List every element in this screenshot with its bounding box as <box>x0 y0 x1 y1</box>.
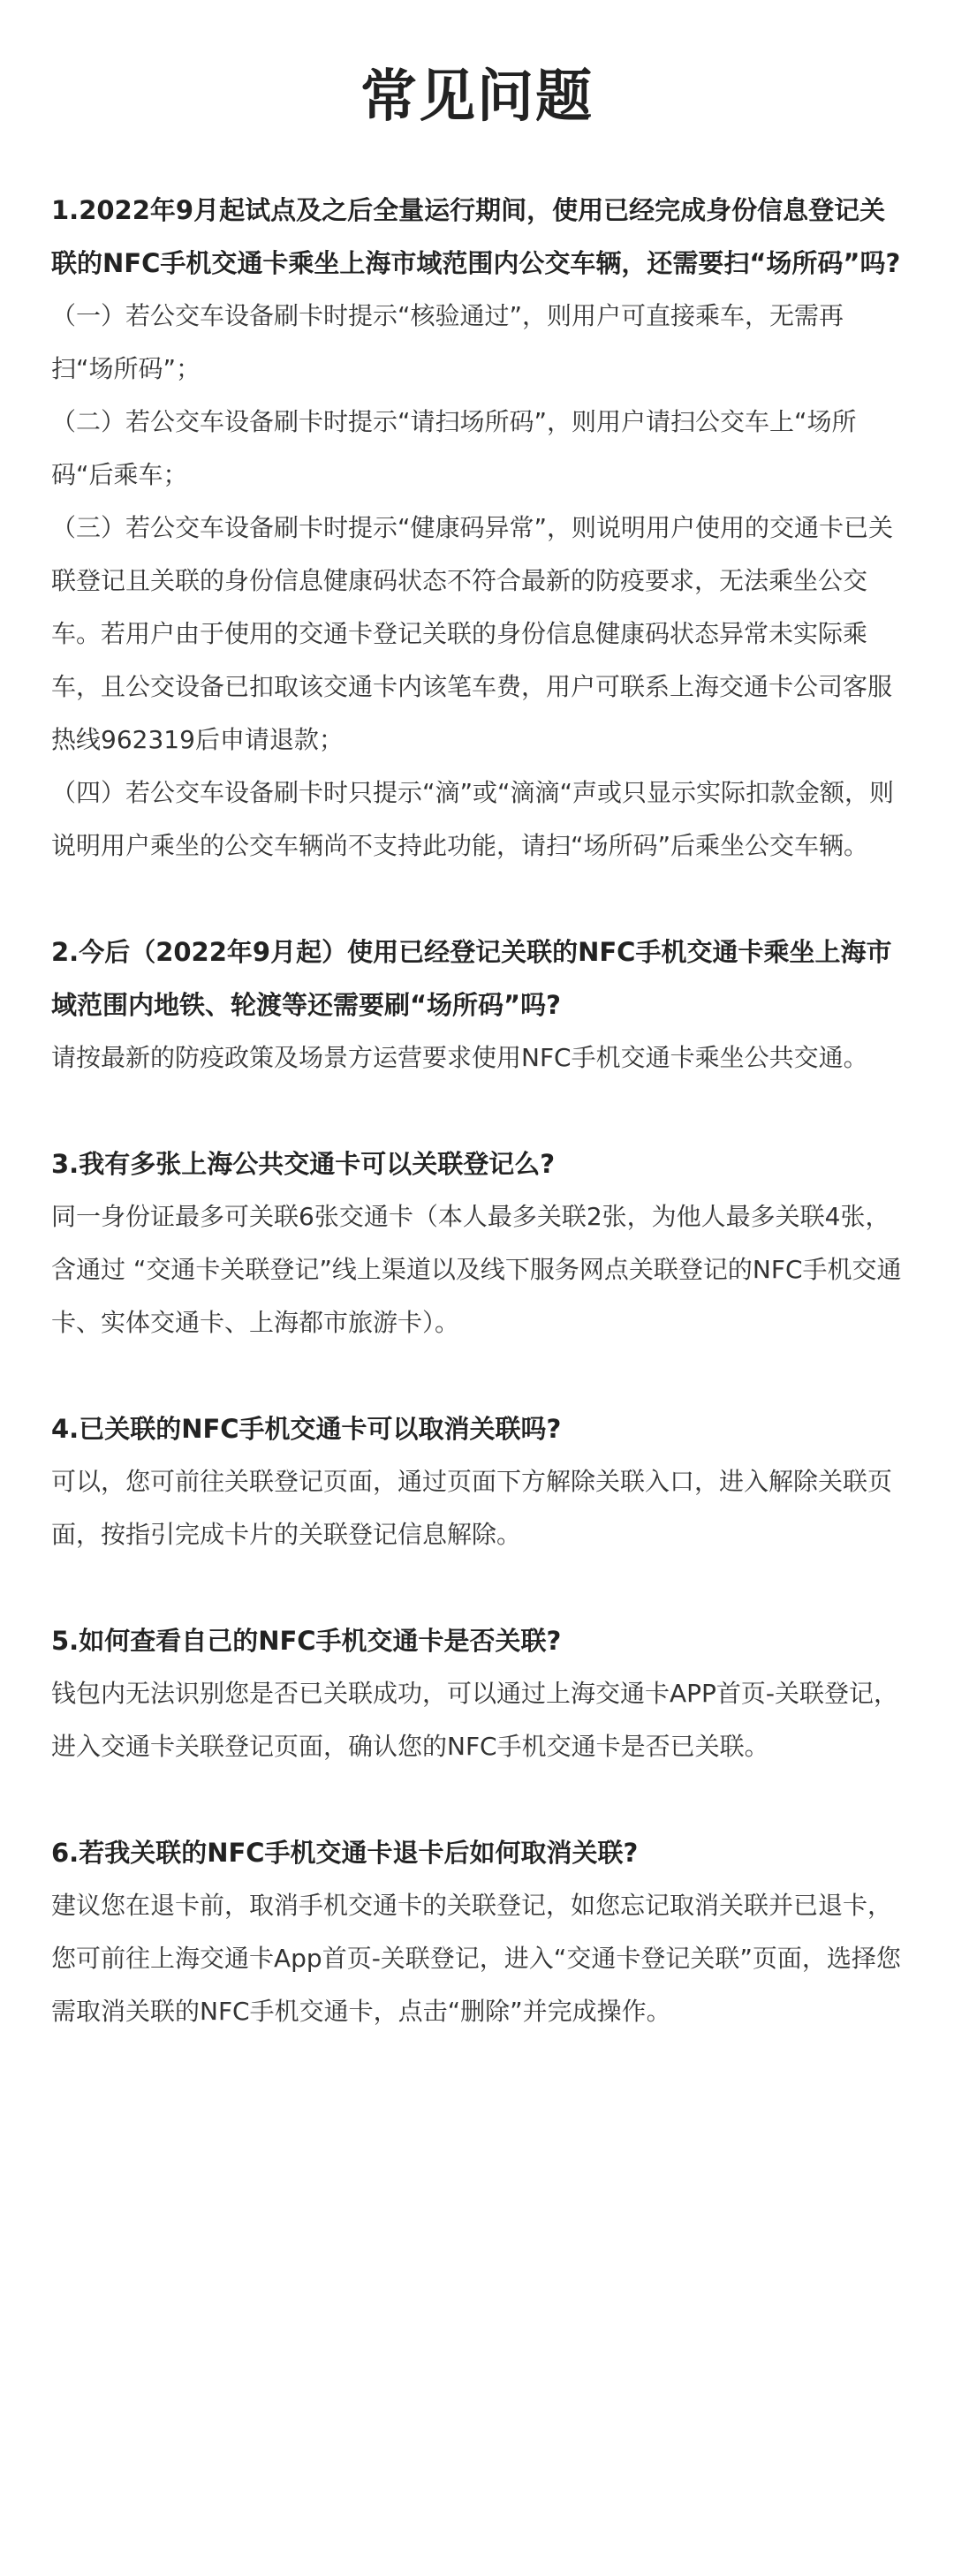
faq-item-6 <box>51 1826 903 2038</box>
faq-answer: 同一身份证最多可关联6张交通卡（本人最多关联2张，为他人最多关联4张，含通过 “交通卡关联登记”线上渠道以及线下服务网点关联登记的NFC手机交通卡、实体交通卡、上海都市旅游卡）。 <box>51 1202 902 1337</box>
faq-question: 2.今后（2022年9月起）使用已经登记关联的NFC手机交通卡乘坐上海市域范围内地铁、轮渡等还需要刷“场所码”吗? <box>51 937 892 1020</box>
faq-answer: 请按最新的防疫政策及场景方运营要求使用NFC手机交通卡乘坐公共交通。 <box>51 1043 868 1072</box>
faq-answer-line: （二）若公交车设备刷卡时提示“请扫场所码”，则用户请扫公交车上“场所码“后乘车； <box>51 407 857 489</box>
faq-item-5 <box>51 1614 903 1773</box>
faq-item-2 <box>51 925 903 1084</box>
faq-item-4 <box>51 1402 903 1561</box>
faq-item-1 <box>51 184 903 873</box>
faq-answer-line: （一）若公交车设备刷卡时提示“核验通过”，则用户可直接乘车，无需再扫“场所码”； <box>51 301 844 383</box>
page-title: 常见问题 <box>360 64 594 130</box>
faq-question: 6.若我关联的NFC手机交通卡退卡后如何取消关联? <box>51 1838 639 1868</box>
faq-answer: 钱包内无法识别您是否已关联成功，可以通过上海交通卡APP首页-关联登记，进入交通卡关联登记页面，确认您的NFC手机交通卡是否已关联。 <box>51 1679 899 1761</box>
faq-answer-line: （三）若公交车设备刷卡时提示“健康码异常”，则说明用户使用的交通卡已关联登记且关联的身份信息健康码状态不符合最新的防疫要求，无法乘坐公交车。若用户由于使用的交通卡登记关联的身份信息健康码状态异常未实际乘车，且公交设备已扣取该交通卡内该笔车费，用户可联系上海交通卡公司客服热线962319后申请退款； <box>51 513 894 754</box>
faq-question: 3.我有多张上海公共交通卡可以关联登记么? <box>51 1149 556 1179</box>
faq-answer: 建议您在退卡前，取消手机交通卡的关联登记，如您忘记取消关联并已退卡，您可前往上海交通卡App首页-关联登记，进入“交通卡登记关联”页面，选择您需取消关联的NFC手机交通卡，点击“删除”并完成操作。 <box>51 1891 901 2026</box>
faq-list <box>51 184 903 2038</box>
faq-answer-line: （四）若公交车设备刷卡时只提示“滴”或“滴滴“声或只显示实际扣款金额，则说明用户乘坐的公交车辆尚不支持此功能，请扫“场所码”后乘坐公交车辆。 <box>51 778 895 860</box>
faq-answer: 可以，您可前往关联登记页面，通过页面下方解除关联入口，进入解除关联页面，按指引完成卡片的关联登记信息解除。 <box>51 1467 893 1549</box>
faq-question: 1.2022年9月起试点及之后全量运行期间，使用已经完成身份信息登记关联的NFC手机交通卡乘坐上海市域范围内公交车辆，还需要扫“场所码”吗? <box>51 195 901 278</box>
faq-item-3 <box>51 1137 903 1349</box>
faq-question: 4.已关联的NFC手机交通卡可以取消关联吗? <box>51 1414 562 1444</box>
faq-question: 5.如何查看自己的NFC手机交通卡是否关联? <box>51 1626 562 1656</box>
